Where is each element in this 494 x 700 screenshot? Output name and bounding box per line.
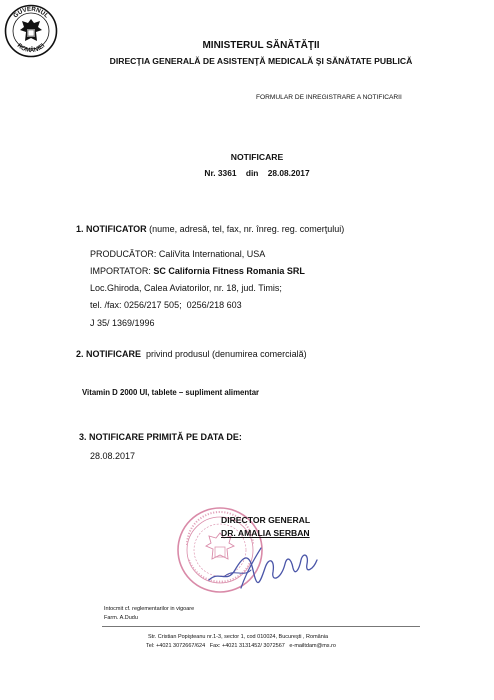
footer-divider [102, 626, 420, 627]
importer-label: IMPORTATOR: [90, 266, 154, 276]
registry-line: J 35/ 1369/1996 [90, 318, 155, 328]
notification-number: Nr. 3361 din 28.08.2017 [204, 168, 310, 178]
product-name: Vitamin D 2000 UI, tablete – supliment alimentar [82, 388, 260, 397]
section3-heading: 3. NOTIFICARE PRIMITĂ PE DATA DE: [79, 432, 242, 442]
directorate-title: DIRECŢIA GENERALĂ DE ASISTENŢĂ MEDICALĂ ŞI SĂNĂTATE PUBLICĂ [109, 56, 413, 66]
ministry-title: MINISTERUL SĂNĂTĂŢII [202, 40, 320, 51]
form-title: FORMULAR DE INREGISTRARE A NOTIFICARII [256, 94, 402, 101]
section1-heading [76, 224, 344, 234]
section1-note: (nume, adresă, tel, fax, nr. înreg. reg. comerţului) [146, 224, 345, 234]
received-date: 28.08.2017 [90, 451, 136, 461]
svg-text:GUVERNUL: GUVERNUL [12, 5, 50, 20]
prepared-by: Farm. A.Dudu [104, 615, 138, 621]
director-role: DIRECTOR GENERAL [221, 515, 311, 525]
section2-heading [76, 349, 307, 359]
producer-line [90, 249, 265, 259]
footer-address: Str. Cristian Popişteanu nr.1-3, sector 1, cod 010024, Bucureşti , România [148, 634, 329, 640]
importer-value: SC California Fitness Romania SRL [153, 266, 305, 276]
producer-label: PRODUCĂTOR: [90, 249, 159, 259]
section2-title: 2. NOTIFICARE [76, 349, 142, 359]
prepared-note: Intocmit cf. reglementarilor in vigoare [104, 606, 195, 612]
address-line: Loc.Ghiroda, Calea Aviatorilor, nr. 18, jud. Timis; [90, 283, 282, 293]
svg-text:ROMÂNIEI: ROMÂNIEI [15, 42, 47, 55]
producer-value: CaliVita International, USA [158, 249, 266, 259]
notification-title: NOTIFICARE [230, 152, 284, 162]
footer-contact: Tel: +4021 3072667/624 Fax: +4021 3131452/ 3072567 e-mailtdam@ms.ro [146, 643, 336, 649]
section2-note: privind produsul (denumirea comercială) [141, 349, 307, 359]
section1-title: 1. NOTIFICATOR [76, 224, 147, 234]
director-name: DR. AMALIA SERBAN [221, 528, 310, 538]
importer-line [90, 266, 305, 276]
handwritten-signature-icon [205, 540, 320, 590]
phone-line: tel. /fax: 0256/217 505; 0256/218 603 [90, 300, 242, 310]
